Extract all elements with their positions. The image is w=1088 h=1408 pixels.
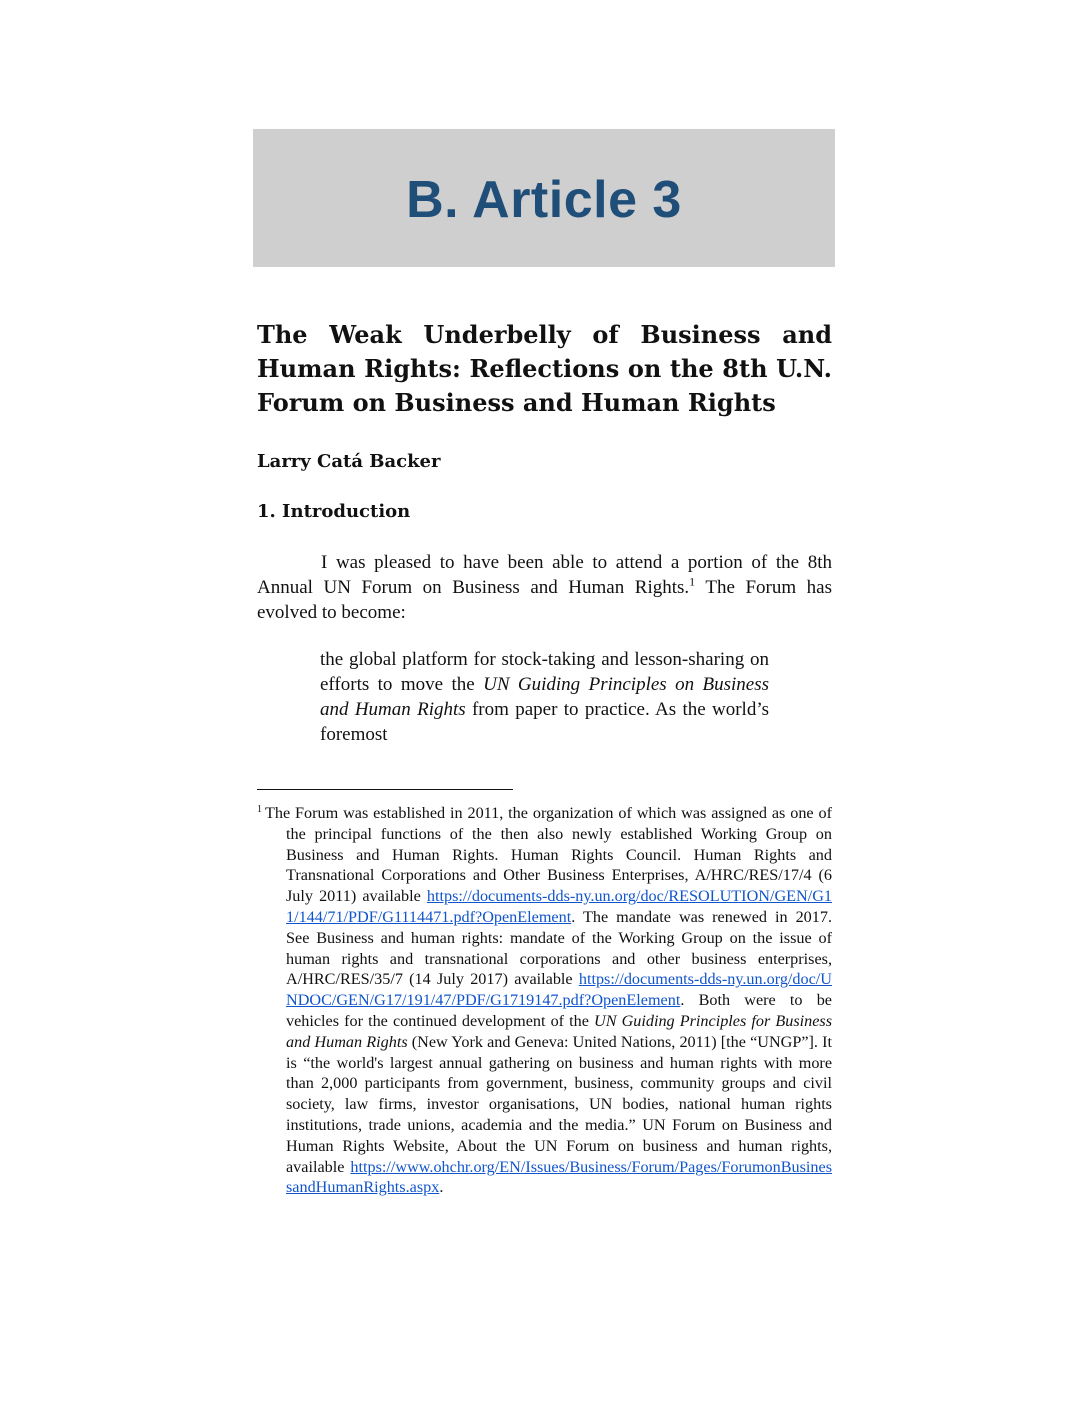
footnote-text-4: (New York and Geneva: United Nations, 2011) [the “UNGP”]. It is “the world's largest annual gathering on business and human rights with more than 2,000 participants from government, business, community groups and civil society, law firms, investor organisations, UN bodies, national human rights institutions, trade unions, academia and the media.” UN Forum on Business and Human Rights Website, About the UN Forum on business and human rights, available (286, 1032, 832, 1176)
article-title: The Weak Underbelly of Business and Human Rights: Reflections on the 8th U.N. Forum on Business and Human Rights (257, 320, 832, 417)
footnote-text-2: . The mandate was renewed in 2017. See Business and human rights: mandate of the Working Group on the issue of human rights and transnational corporations and other business enterprises, A/HRC/RES/35/7 (14 July 2017) available (286, 907, 832, 989)
footnote-body (257, 803, 832, 1198)
quote-text-2: from paper to practice. As the world’s foremost (320, 699, 769, 745)
intro-paragraph (257, 550, 832, 625)
quote-text-1: the global platform for stock-taking and lesson-sharing on efforts to move the (320, 649, 769, 695)
footnote-text-3: . Both were to be vehicles for the continued development of the (286, 991, 832, 1030)
banner-title: B. Article 3 (406, 171, 682, 229)
footnote-number: 1 (257, 803, 262, 815)
footnote-link-resolution[interactable]: https://documents-dds-ny.un.org/doc/RESOLUTION/GEN/G11/144/71/PDF/G1114471.pdf?OpenElement (286, 887, 832, 926)
footnote-reference[interactable]: 1 (689, 574, 696, 589)
section-heading: 1. Introduction (257, 501, 411, 522)
author-name: Larry Catá Backer (257, 451, 441, 472)
footnote-link-undoc[interactable]: https://documents-dds-ny.un.org/doc/UNDOC/GEN/G17/191/47/PDF/G1719147.pdf?OpenElement (286, 970, 832, 1010)
footnote-link-ohchr[interactable]: https://www.ohchr.org/EN/Issues/Business/Forum/Pages/ForumonBusinessandHumanRights.aspx (286, 1157, 832, 1197)
block-quote (320, 647, 769, 747)
footnote-text-5: . (439, 1178, 444, 1197)
quote-italic-title: UN Guiding Principles on Business and Human Rights (320, 674, 769, 720)
article-content (257, 318, 832, 766)
intro-text-continued: The Forum has evolved to become: (257, 577, 832, 623)
footnote-separator (257, 789, 513, 790)
intro-text: I was pleased to have been able to attend a portion of the 8th Annual UN Forum on Business and Human Rights. (257, 552, 832, 598)
section-banner (253, 129, 835, 267)
footnote-text-1: The Forum was established in 2011, the organization of which was assigned as one of the principal functions of the then also newly established Working Group on Business and Human Rights. Human Rights Council. Human Rights and Transnational Corporations and Other Business Enterprises, A/HRC/RES/17/4 (6 July 2011) available (265, 804, 832, 906)
footnote (257, 803, 832, 1198)
footnote-italic-title: UN Guiding Principles for Business and Human Rights (286, 1011, 832, 1051)
